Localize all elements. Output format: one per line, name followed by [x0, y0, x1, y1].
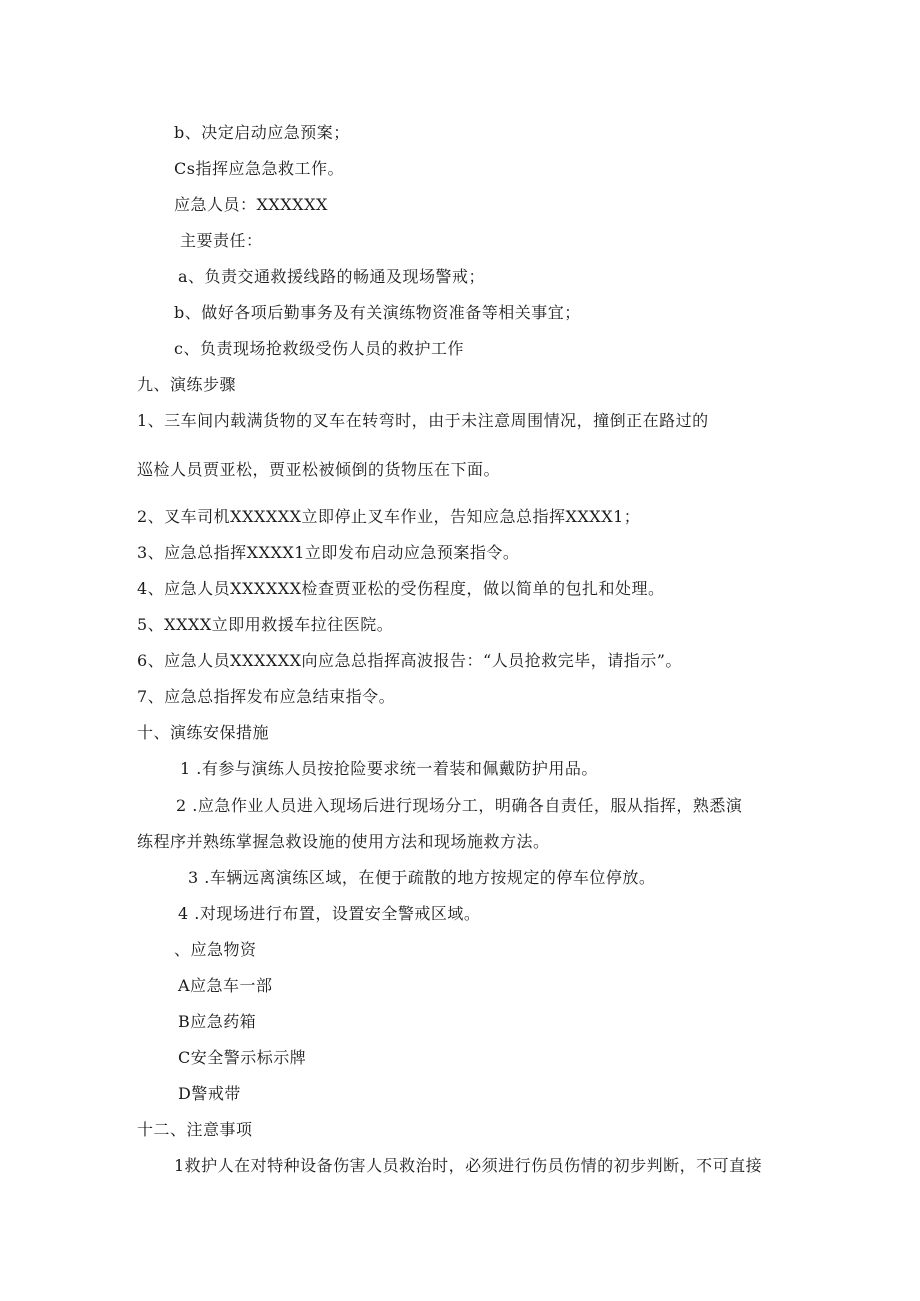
text-line: b、决定启动应急预案； — [174, 123, 350, 142]
text-line: Cs指挥应急急救工作。 — [174, 159, 344, 178]
text-line: 5、XXXX立即用救援车拉往医院。 — [137, 615, 394, 634]
text-line: 2、叉车司机XXXXXX立即停止叉车作业，告知应急总指挥XXXX1； — [137, 507, 641, 526]
list-item: C安全警示标示牌 — [178, 1048, 307, 1067]
text-line: 巡检人员贾亚松，贾亚松被倾倒的货物压在下面。 — [137, 460, 501, 479]
section-heading-11: 、应急物资 — [174, 940, 257, 959]
text-line: b、做好各项后勤事务及有关演练物资准备等相关事宜； — [174, 303, 581, 322]
list-item: D警戒带 — [178, 1084, 241, 1103]
text-line: a、负责交通救援线路的畅通及现场警戒； — [178, 267, 486, 286]
text-line: 4、应急人员XXXXXX检查贾亚松的受伤程度，做以简单的包扎和处理。 — [137, 579, 665, 598]
text-line: 4 .对现场进行布置，设置安全警戒区域。 — [178, 904, 481, 923]
list-item: A应急车一部 — [178, 976, 273, 995]
text-line: 7、应急总指挥发布应急结束指令。 — [137, 687, 396, 706]
text-line: 应急人员：XXXXXX — [174, 195, 328, 214]
list-item: B应急药箱 — [178, 1012, 257, 1031]
text-line: 2 .应急作业人员进入现场后进行现场分工，明确各自责任，服从指挥，熟悉演 — [176, 796, 743, 815]
text-line: 3 .车辆远离演练区域，在便于疏散的地方按规定的停车位停放。 — [188, 868, 656, 887]
section-heading-12: 十二、注意事项 — [137, 1120, 253, 1139]
text-line: 1 .有参与演练人员按抢险要求统一着装和佩戴防护用品。 — [180, 759, 598, 778]
text-line: 1救护人在对特种设备伤害人员救治时，必须进行伤员伤情的初步判断，不可直接 — [174, 1156, 763, 1175]
section-heading-10: 十、演练安保措施 — [137, 723, 270, 742]
text-line: 主要责任： — [180, 231, 263, 250]
text-line: 6、应急人员XXXXXX向应急总指挥高波报告：“人员抢救完毕，请指示”。 — [137, 651, 682, 670]
text-line: 1、三车间内载满货物的叉车在转弯时，由于未注意周围情况，撞倒正在路过的 — [137, 411, 709, 430]
text-line: 3、应急总指挥XXXX1立即发布启动应急预案指令。 — [137, 543, 520, 562]
text-line: 练程序并熟练掌握急救设施的使用方法和现场施救方法。 — [137, 832, 550, 851]
section-heading-9: 九、演练步骤 — [137, 375, 237, 394]
text-line: c、负责现场抢救级受伤人员的救护工作 — [174, 339, 464, 358]
